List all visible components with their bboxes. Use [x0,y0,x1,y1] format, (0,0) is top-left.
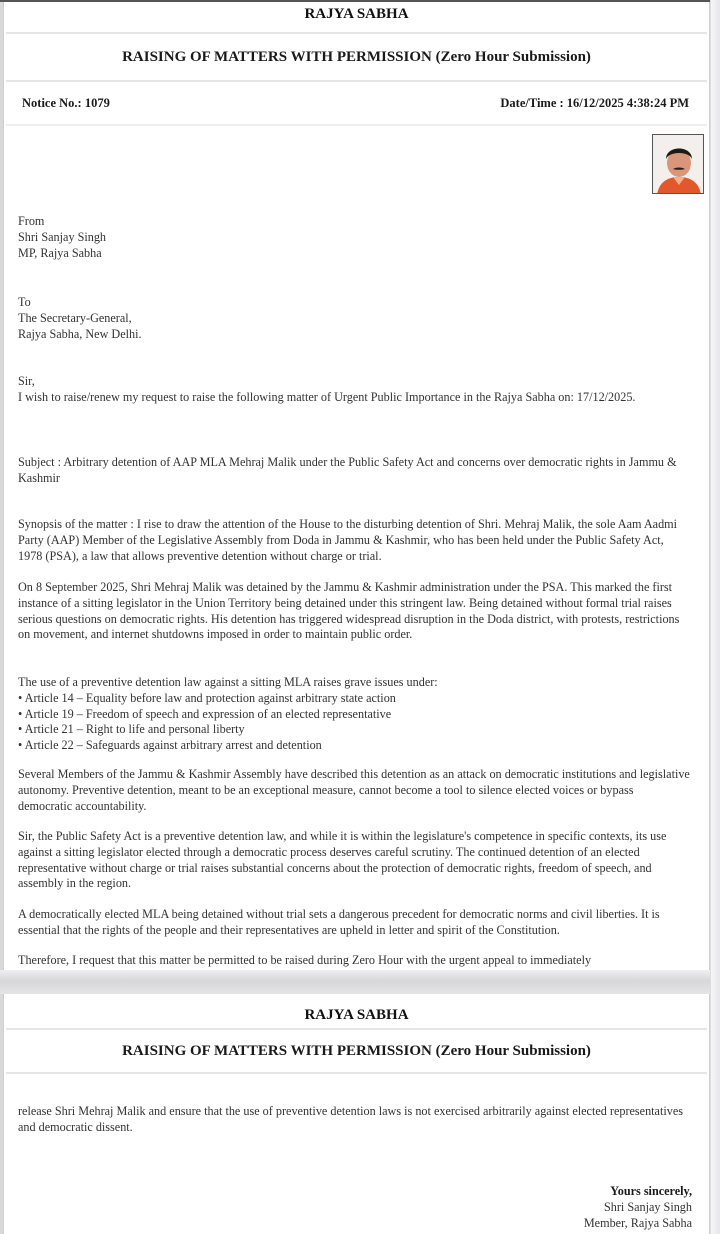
notice-number: Notice No.: 1079 [22,95,110,110]
request-text: I wish to raise/renew my request to raise the following matter of Urgent Public Importance in the Rajya Sabha on: 17/12/2025. [18,389,636,404]
synopsis-text: Synopsis of the matter : I rise to draw the attention of the House to the disturbing detention of Shri. Mehraj Malik, the sole Aam Aadmi Party (AAP) Member of the Legislative Assembly from Doda in Jammu & Kashmir, who has been held under the Public Safety Act, 1978 (PSA), a law that allows preventive detention without charge or trial. [18,517,678,563]
member-photo-icon [653,135,704,194]
signatory-name: Shri Sanjay Singh [603,1199,692,1214]
signatory-designation: Member, Rajya Sabha [583,1215,692,1230]
paragraph-request: Therefore, I request that this matter be permitted to be raised during Zero Hour with the urgent appeal to immediately [18,953,592,967]
salutation-block [18,374,690,406]
article-item: • Article 14 – Equality before law and protection against arbitrary state action [18,690,396,705]
from-name: Shri Sanjay Singh [18,229,107,244]
article-item: • Article 21 – Right to life and personal liberty [18,722,245,737]
institution-title: RAJYA SABHA [304,6,409,22]
member-photo [652,134,704,194]
paragraph-detention: On 8 September 2025, Shri Mehraj Malik was detained by the Jammu & Kashmir administration under the PSA. This marked the first instance of a sitting legislator in the Union Territory being detained under this stringent law. Being detained without formal trial raises serious questions on democratic rights. His detention has triggered widespread disruption in the Doda district, with protests, restrictions on movement, and internet shutdowns imposed in order to maintain public order. [18,580,680,642]
from-label: From [18,214,45,228]
to-block [18,295,690,342]
articles-block [18,675,690,754]
subject-text: Subject : Arbitrary detention of AAP MLA Mehraj Malik under the Public Safety Act and concerns over democratic rights in Jammu & Kashmir [18,455,677,485]
form-title: RAISING OF MATTERS WITH PERMISSION (Zero Hour Submission) [122,49,591,65]
signature-block [584,1184,692,1231]
notice-meta-row [4,82,709,124]
paragraph-precedent: A democratically elected MLA being detained without trial sets a dangerous precedent for democratic norms and civil liberties. It is essential that the rights of the people and their representatives are upheld in letter and spirit of the Constitution. [18,907,660,937]
to-label: To [18,295,31,309]
article-item: • Article 19 – Freedom of speech and expression of an elected representative [18,706,392,721]
articles-intro: The use of a preventive detention law against a sitting MLA raises grave issues under: [18,675,438,689]
closing: Yours sincerely, [610,1184,692,1198]
to-line2: Rajya Sabha, New Delhi. [18,326,142,341]
paragraph-psa: Sir, the Public Safety Act is a preventive detention law, and while it is within the legislature's competence in specific contexts, its use against a sitting legislator elected through a democratic process deserves careful scrutiny. The continued detention of an elected representative without charge or trial raises substantial concerns about the protection of democratic rights, freedom of speech, and assembly in the region. [18,829,667,891]
notice-datetime: Date/Time : 16/12/2025 4:38:24 PM [500,95,689,110]
institution-title-page2: RAJYA SABHA [304,1007,409,1023]
page-break [0,970,720,994]
article-item: • Article 22 – Safeguards against arbitrary arrest and detention [18,738,322,753]
divider [6,124,707,126]
paragraph-assembly: Several Members of the Jammu & Kashmir Assembly have described this detention as an attack on democratic institutions and legislative autonomy. Preventive detention, meant to be an exceptional measure, cannot become a tool to silence elected voices or bypass democratic accountability. [18,767,690,813]
form-title-page2: RAISING OF MATTERS WITH PERMISSION (Zero Hour Submission) [122,1043,591,1059]
to-line1: The Secretary-General, [18,310,132,325]
from-designation: MP, Rajya Sabha [18,245,102,260]
divider [6,1072,707,1074]
salutation: Sir, [18,374,35,388]
scrollbar[interactable] [710,0,720,1234]
continuation-text: release Shri Mehraj Malik and ensure that the use of preventive detention laws is not exercised arbitrarily against elected representatives and democratic dissent. [18,1104,683,1134]
from-block [18,214,690,261]
articles-list [18,691,690,754]
